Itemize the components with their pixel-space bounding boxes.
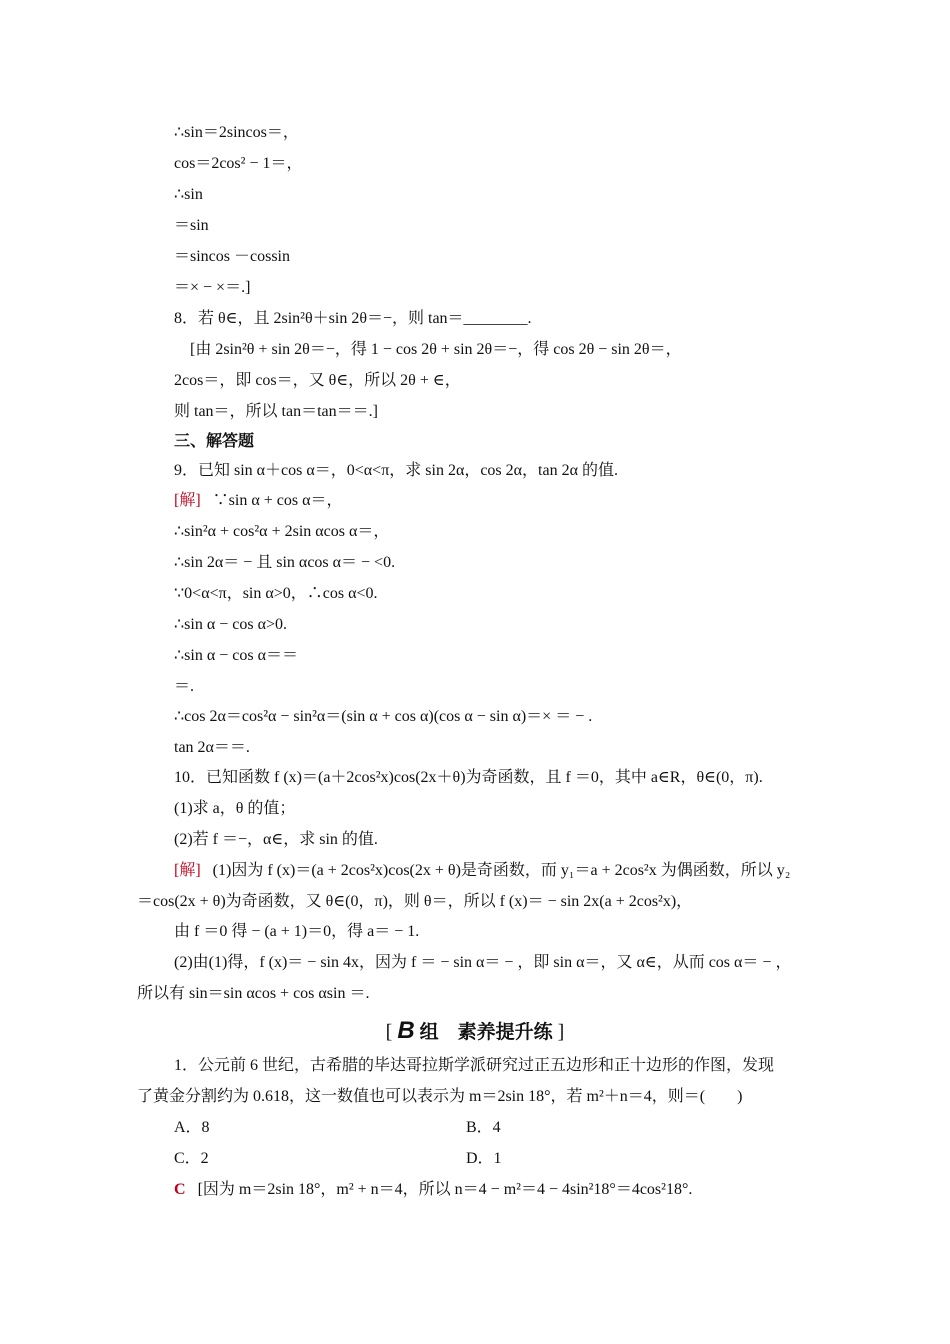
question-10-part-2: (2)若 f ＝−，α∈，求 sin 的值. — [174, 831, 378, 848]
bracket-left: [ — [385, 1021, 393, 1043]
question-8: 8．若 θ∈，且 2sin²θ＋sin 2θ＝−，则 tan＝________. — [174, 310, 532, 327]
solution-line: ＝sin — [174, 217, 209, 234]
solution-tag: [解] — [174, 492, 201, 509]
solution-line: ∴cos 2α＝cos²α − sin²α＝(sin α + cos α)(cos α − sin α)＝× ＝ − . — [174, 708, 593, 725]
choice-c: C．2 — [174, 1150, 209, 1167]
solution-line: ∵0<α<π，sin α>0，∴cos α<0. — [174, 585, 378, 602]
solution-text: ∵sin α + cos α＝， — [212, 492, 343, 509]
section-b-title: 组 素养提升练 — [419, 1021, 553, 1043]
solution-line: 所以有 sin＝sin αcos + cos αsin ＝. — [137, 985, 370, 1002]
solution-line: ＝× − ×＝.] — [174, 279, 251, 296]
solution-line: ∴sin＝2sincos＝， — [174, 124, 299, 141]
solution-line: ∴sin α − cos α＝＝ — [174, 647, 298, 664]
solution-line: ∴sin²α + cos²α + 2sin αcos α＝， — [174, 523, 390, 540]
solution-tag: [解] — [174, 862, 201, 879]
section-heading: 三、解答题 — [174, 433, 255, 450]
bracket-right: ] — [557, 1021, 565, 1043]
problem-1-text: 1．公元前 6 世纪，古希腊的毕达哥拉斯学派研究过正五边形和正十边形的作图，发现 — [174, 1057, 775, 1074]
answer-explanation: [因为 m＝2sin 18°，m² + n＝4，所以 n＝4 − m²＝4 − 4sin²18°＝4cos²18°. — [197, 1181, 693, 1198]
solution-line: ＝cos(2x + θ)为奇函数，又 θ∈(0，π)，则 θ＝，所以 f (x)＝ − sin 2x(a + 2cos²x)， — [137, 893, 693, 910]
question-8-answer-line: [由 2sin²θ + sin 2θ＝−，得 1 − cos 2θ + sin 2θ＝−，得 cos 2θ − sin 2θ＝， — [190, 341, 682, 358]
question-9-solution-first-line — [174, 490, 342, 512]
solution-line: ＝sincos －cossin — [174, 248, 291, 265]
solution-line: (2)由(1)得，f (x)＝ − sin 4x，因为 f ＝ − sin α＝ − ，即 sin α＝，又 α∈，从而 cos α＝ − ， — [174, 954, 792, 971]
question-8-answer-line: 则 tan＝，所以 tan＝tan＝＝.] — [174, 403, 378, 420]
solution-text: (1)因为 f (x)＝(a + 2cos²x)cos(2x + θ)是奇函数，而 y₁＝a + 2cos²x 为偶函数，所以 y₂ — [212, 862, 791, 879]
solution-line: ∴sin 2α＝ − 且 sin αcos α＝ − <0. — [174, 554, 396, 571]
section-b-header — [0, 1018, 950, 1045]
question-10-part-1: (1)求 a，θ 的值； — [174, 800, 296, 817]
solution-line: cos＝2cos² − 1＝， — [174, 155, 303, 172]
choice-a: A．8 — [174, 1119, 210, 1136]
solution-line: tan 2α＝＝. — [174, 739, 250, 756]
question-8-answer-line: 2cos＝，即 cos＝，又 θ∈，所以 2θ + ∈， — [174, 372, 461, 389]
solution-line: ＝. — [174, 678, 195, 695]
group-letter: B — [397, 1017, 415, 1044]
solution-line: 由 f ＝0 得 − (a + 1)＝0，得 a＝ − 1. — [174, 923, 420, 940]
choice-b: B．4 — [466, 1119, 501, 1136]
question-10: 10．已知函数 f (x)＝(a＋2cos²x)cos(2x＋θ)为奇函数，且 f ＝0，其中 a∈R，θ∈(0，π). — [174, 769, 763, 786]
answer-letter: C — [174, 1181, 186, 1198]
problem-1-text: 了黄金分割约为 0.618，这一数值也可以表示为 m＝2sin 18°，若 m²＋n＝4，则＝( ) — [137, 1088, 743, 1105]
question-10-solution-first-line — [174, 860, 790, 882]
solution-line: ∴sin — [174, 186, 203, 203]
question-9: 9．已知 sin α＋cos α＝，0<α<π，求 sin 2α，cos 2α，tan 2α 的值. — [174, 462, 618, 479]
problem-1-answer — [174, 1179, 692, 1201]
solution-line: ∴sin α − cos α>0. — [174, 616, 287, 633]
choice-d: D．1 — [466, 1150, 502, 1167]
